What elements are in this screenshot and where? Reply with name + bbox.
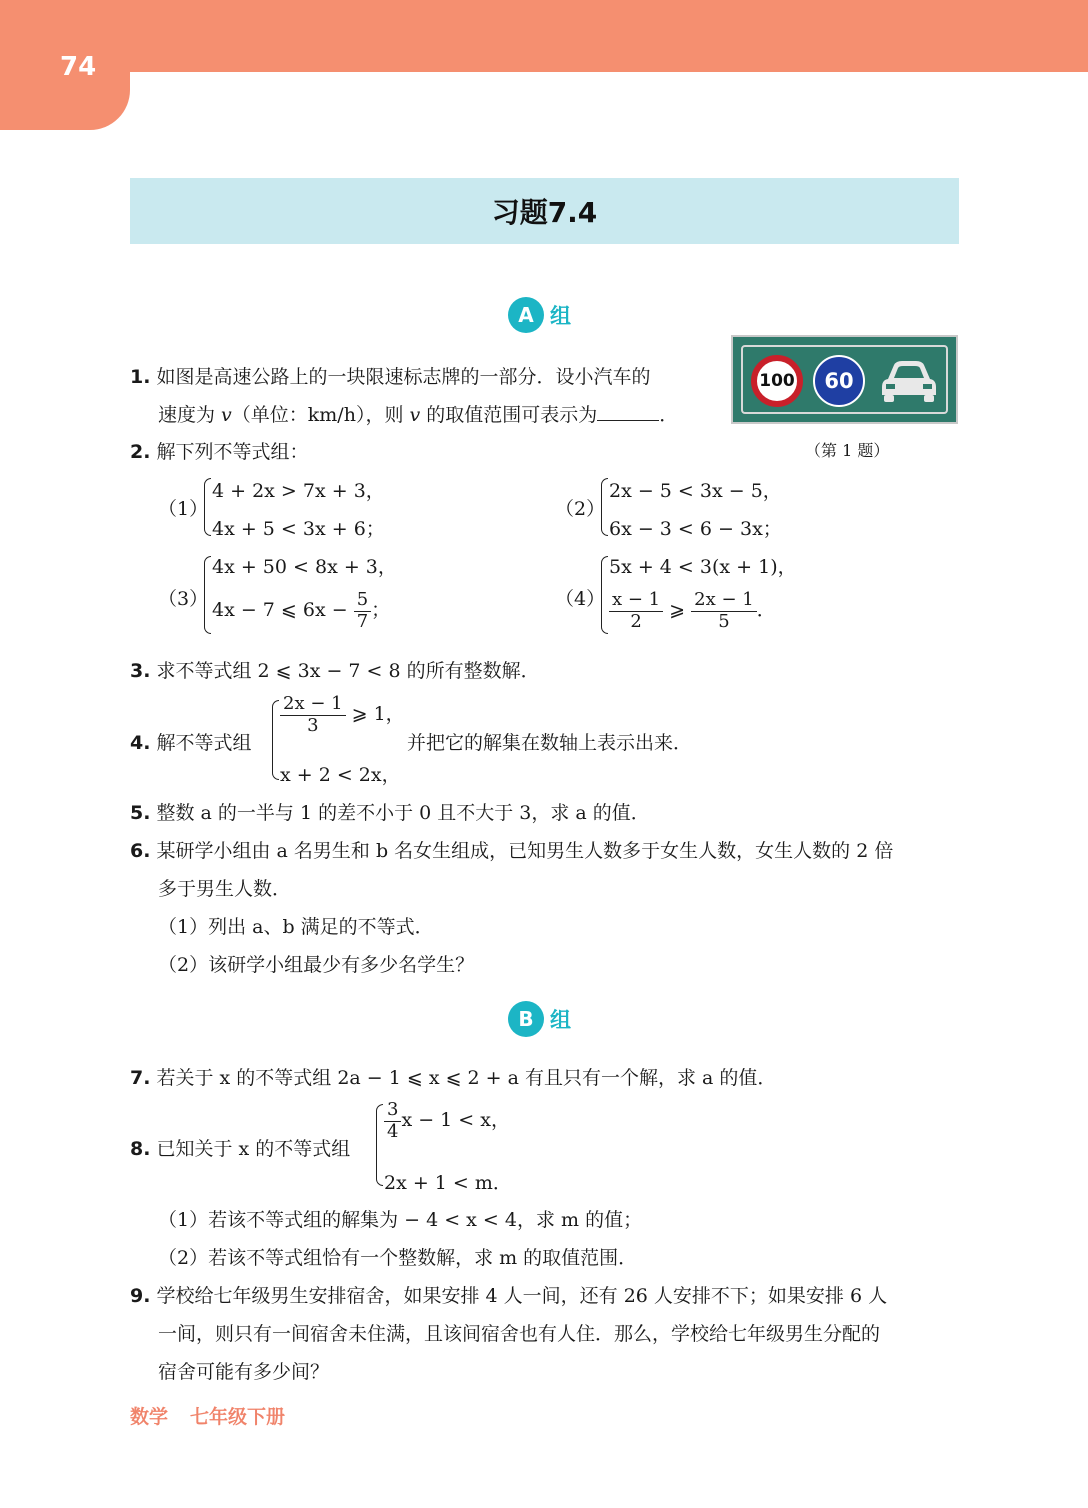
question-8-sub-1: （1）若该不等式组的解集为 − 4 < x < 4，求 m 的值；: [158, 1209, 643, 1231]
top-header-band: [0, 0, 1088, 72]
question-9-line-3: 宿舍可能有多少间？: [158, 1361, 330, 1383]
question-6-line-1: 6. 某研学小组由 a 名男生和 b 名女生组成，已知男生人数多于女生人数，女生人数的 2 倍: [130, 840, 894, 862]
question-4-tail: 并把它的解集在数轴上表示出来．: [407, 732, 693, 754]
q2-3-brace: [204, 556, 211, 634]
q2-3-ineq-2: 4x − 7 ⩽ 6x − $\frac{5}{7}$ ；: [212, 589, 391, 632]
q2-1-ineq-1: 4 + 2x > 7x + 3，: [212, 480, 385, 502]
q2-2-ineq-1: 2x − 5 < 3x − 5，: [609, 480, 782, 502]
q2-3-label: （3）: [158, 588, 209, 610]
fraction: $\frac{2x - 1}{3}$: [280, 694, 346, 736]
group-b-label: 组: [550, 1008, 571, 1032]
min-speed-sign: 60: [813, 355, 865, 407]
question-5: 5. 整数 a 的一半与 1 的差不小于 0 且不大于 3，求 a 的值．: [130, 802, 650, 824]
question-6-sub-2: （2）该研学小组最少有多少名学生？: [158, 954, 475, 976]
question-6-line-2: 多于男生人数．: [158, 878, 292, 900]
question-2: 2. 解下列不等式组：: [130, 441, 309, 463]
question-8-intro: 8. 已知关于 x 的不等式组: [130, 1138, 351, 1160]
fraction: $\frac{2x - 1}{5}$: [691, 590, 757, 632]
exercise-title: 习题7.4: [491, 196, 598, 229]
q2-1-brace: [204, 478, 211, 536]
figure-caption: （第 1 题）: [805, 441, 890, 460]
q2-4-ineq-2: $\frac{x - 1}{2}$ ⩾ $\frac{2x - 1}{5}$ ．: [609, 590, 776, 632]
group-b-heading: [508, 1001, 571, 1037]
q2-1-label: （1）: [158, 498, 209, 520]
answer-blank: [597, 402, 659, 421]
q2-3-ineq-1: 4x + 50 < 8x + 3，: [212, 556, 397, 578]
q8-ineq-1: $\frac{3}{4}$ x − 1 < x，: [384, 1100, 510, 1142]
max-speed-sign: 100: [751, 355, 803, 407]
question-4-intro: 4. 解不等式组: [130, 732, 252, 754]
q8-ineq-2: 2x + 1 < m．: [384, 1172, 512, 1194]
q4-ineq-2: x + 2 < 2x，: [280, 764, 401, 786]
question-1-line-1: 1. 如图是高速公路上的一块限速标志牌的一部分．设小汽车的: [130, 366, 651, 388]
page-number: 74: [60, 52, 97, 82]
question-7: 7. 若关于 x 的不等式组 2a − 1 ⩽ x ⩽ 2 + a 有且只有一个解，求 a 的值．: [130, 1067, 777, 1089]
q2-4-brace: [601, 556, 608, 634]
q2-1-ineq-2: 4x + 5 < 3x + 6；: [212, 518, 385, 540]
question-3: 3. 求不等式组 2 ⩽ 3x − 7 < 8 的所有整数解．: [130, 660, 540, 682]
q4-ineq-1: $\frac{2x - 1}{3}$ ⩾ 1，: [280, 694, 405, 736]
speed-limit-sign-image: [731, 335, 958, 424]
car-icon: [878, 359, 940, 403]
q8-brace: [376, 1104, 383, 1186]
question-1-line-2: 速度为 v（单位：km/h），则 v 的取值范围可表示为 ．: [158, 404, 679, 426]
group-b-badge: B: [508, 1001, 544, 1037]
q2-2-brace: [601, 478, 608, 536]
fraction: $\frac{3}{4}$: [384, 1100, 401, 1142]
question-9-line-1: 9. 学校给七年级男生安排宿舍，如果安排 4 人一间，还有 26 人安排不下；如果安排 6 人: [130, 1285, 888, 1307]
group-a-heading: [508, 297, 571, 333]
question-8-sub-2: （2）若该不等式组恰有一个整数解，求 m 的取值范围．: [158, 1247, 638, 1269]
q4-brace: [272, 700, 279, 780]
group-a-label: 组: [550, 304, 571, 328]
footer-grade: 七年级下册: [190, 1406, 286, 1428]
q2-2-ineq-2: 6x − 3 < 6 − 3x；: [609, 518, 782, 540]
q2-2-label: （2）: [555, 498, 606, 520]
footer: [130, 1402, 285, 1429]
question-6-sub-1: （1）列出 a、b 满足的不等式．: [158, 916, 434, 938]
group-a-badge: A: [508, 297, 544, 333]
exercise-title-bar: [130, 178, 959, 244]
q2-4-ineq-1: 5x + 4 < 3(x + 1)，: [609, 556, 797, 578]
fraction: $\frac{5}{7}$: [354, 590, 371, 632]
question-9-line-2: 一间，则只有一间宿舍未住满，且该间宿舍也有人住．那么，学校给七年级男生分配的: [158, 1323, 881, 1345]
footer-subject: 数学: [130, 1406, 169, 1428]
q2-4-label: （4）: [555, 588, 606, 610]
fraction: $\frac{x - 1}{2}$: [609, 590, 663, 632]
